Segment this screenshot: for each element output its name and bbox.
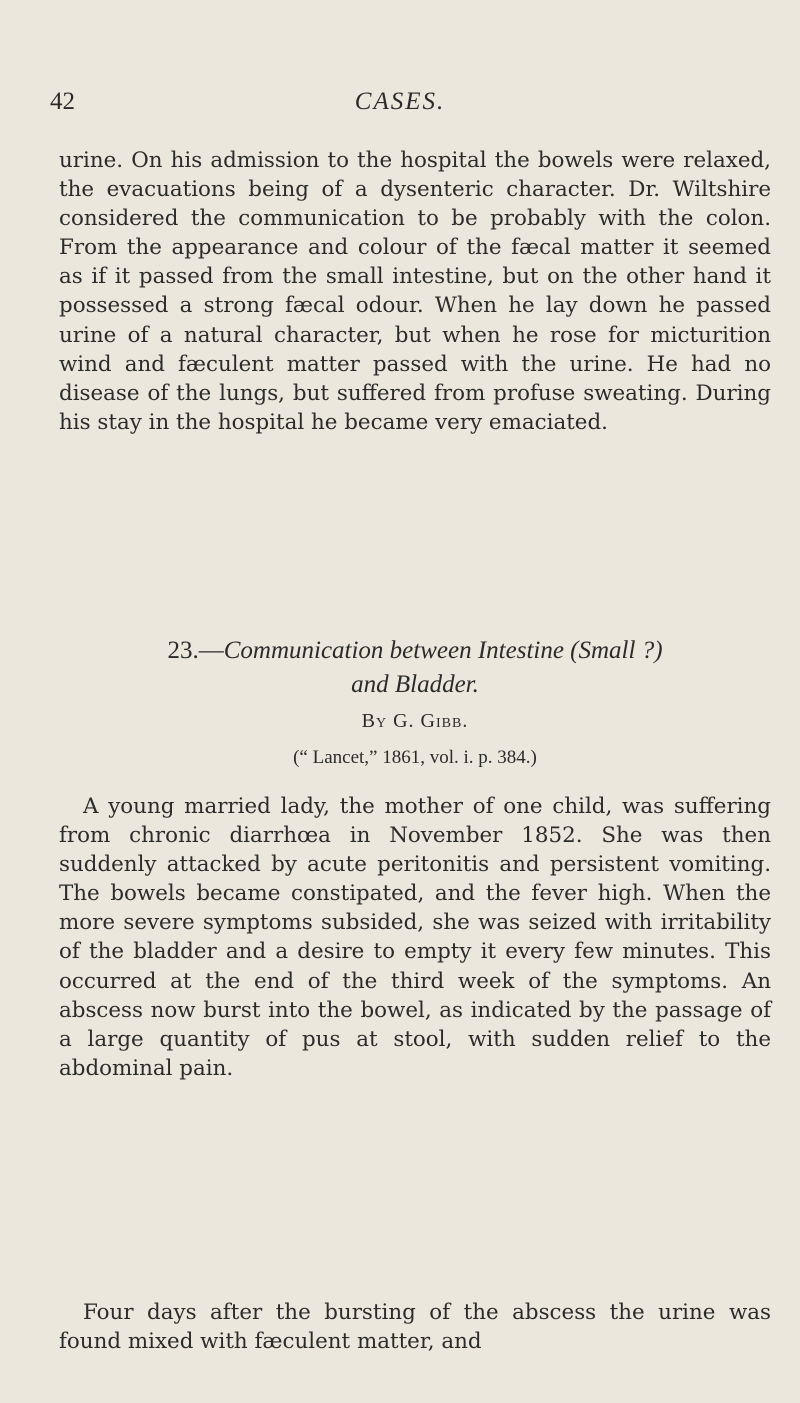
case-title-line-2: and Bladder. [351, 671, 479, 698]
case-paragraph-2-text: Four days after the bursting of the abscess the urine was found mixed with fæculent matter, and [59, 1300, 771, 1355]
paragraph-continued: urine. On his admission to the hospital the bowels were relaxed, the evacuations being of a dysenteric character. Dr. Wiltshire considered the communication to be probably with the colon. From the appearance and colour of the fæcal matter it seemed as if it passed from the small intestine, but on the other hand it possessed a strong fæcal odour. When he lay down he passed urine of a natural character, but when he rose for micturition wind and fæculent matter passed with the urine. He had no disease of the lungs, but suffered from profuse sweating. During his stay in the hospital he became very emaciated. [59, 148, 771, 435]
running-head: CASES. [354, 88, 446, 115]
byline-prefix: By [361, 710, 388, 732]
citation: (“ Lancet,” 1861, vol. i. p. 384.) [293, 747, 537, 768]
byline [59, 710, 771, 733]
page-number: 42 [50, 88, 75, 115]
case-paragraph-2 [59, 1298, 771, 1356]
case-title-line-1: Communication between Intestine (Small ?) [223, 637, 663, 664]
case-heading [59, 634, 771, 702]
case-number: 23. [167, 637, 199, 664]
case-paragraph-1-text: A young married lady, the mother of one child, was suffering from chronic diarrhœa in November 1852. She was then suddenly attacked by acute peritonitis and persistent vomiting. The bowels became constipated, and the fever high. When the more severe symptoms subsided, she was seized with irritability of the bladder and a desire to empty it every few minutes. This occurred at the end of the third week of the symptoms. An abscess now burst into the bowel, as indicated by the passage of a large quantity of pus at stool, with sudden relief to the abdominal pain. [59, 794, 771, 1081]
em-dash: — [198, 637, 224, 664]
author-name: G. Gibb. [393, 710, 469, 732]
page-header [50, 88, 750, 128]
case-paragraph-1 [59, 792, 771, 1083]
